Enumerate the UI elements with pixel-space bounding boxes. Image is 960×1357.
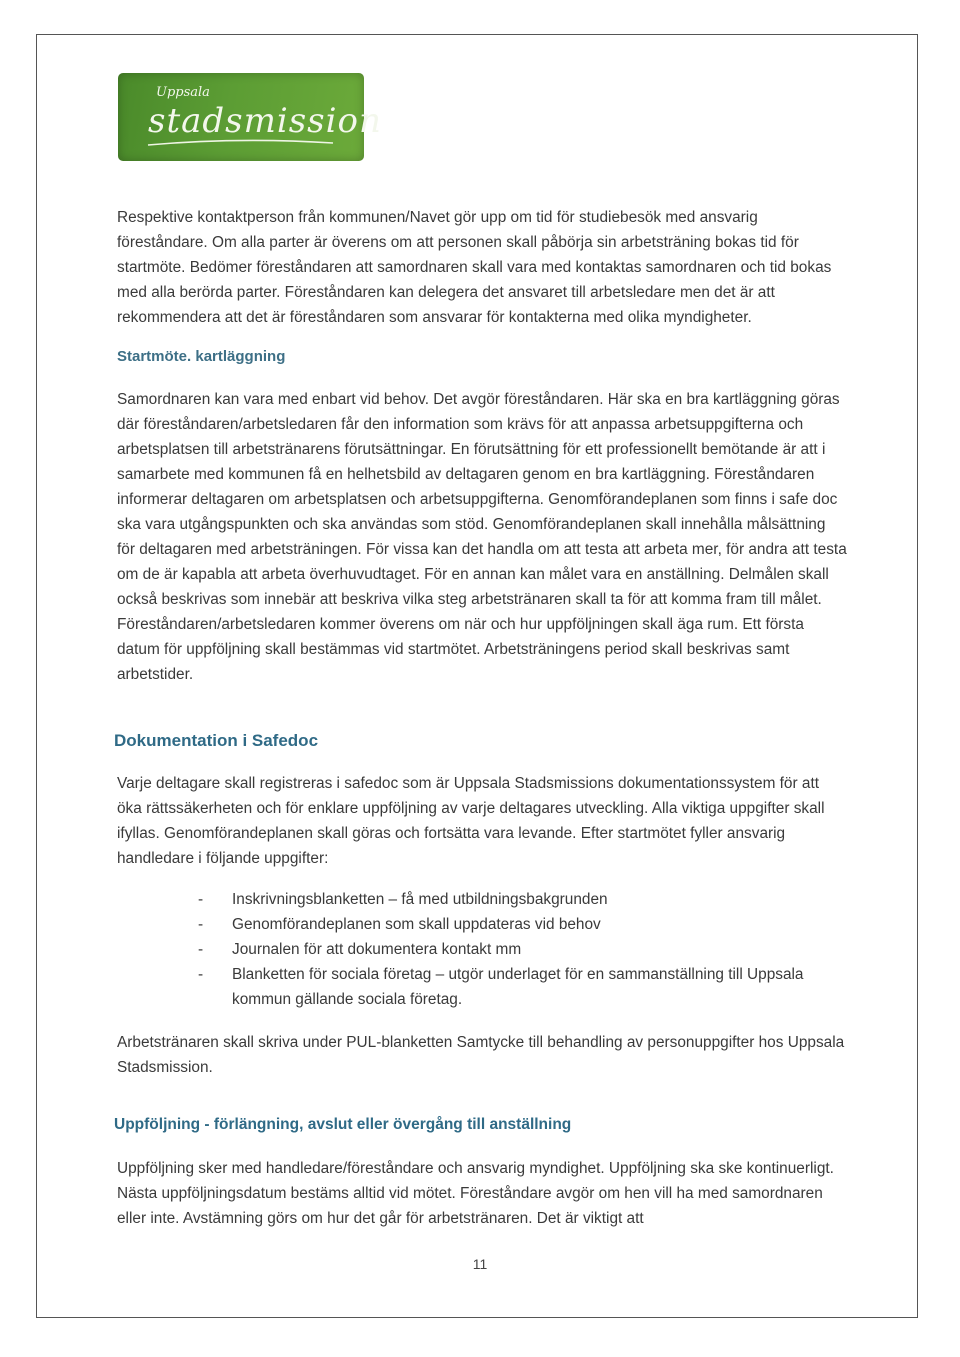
heading-dokumentation: Dokumentation i Safedoc	[114, 731, 319, 750]
heading-uppfoljning: Uppföljning - förlängning, avslut eller övergång till anställning	[114, 1116, 572, 1133]
logo-big-text: stadsmission	[148, 101, 382, 141]
list-dash: -	[198, 916, 204, 933]
heading-startmote: Startmöte. kartläggning	[117, 348, 286, 365]
logo-small-text: Uppsala	[156, 85, 210, 100]
uppsala-stadsmission-logo	[118, 73, 382, 161]
paragraph-studiebesok: Respektive kontaktperson från kommunen/Navet gör upp om tid för studiebesök med ansvarig föreståndare. Om alla parter är överens om att personen skall påbörja sin arbetsträning bokas tid för startmöte. Bedömer föreståndaren att samordnaren skall vara med kontaktas samordnaren och tid bokas med alla berörda parter. Föreståndaren kan delegera det ansvaret till arbetsledare men det är att rekommendera att det är föreståndaren som ansvarar för kontakterna med olika myndigheter.	[117, 209, 832, 326]
list-dash: -	[198, 891, 204, 908]
paragraph-safedoc: Varje deltagare skall registreras i safedoc som är Uppsala Stadsmissions dokumentationssystem för att öka rättssäkerheten och för enklare uppföljning av varje deltagares utveckling. Alla viktiga uppgifter skall ifyllas. Genomförandeplanen skall göras och fortsätta vara levande. Efter startmötet fyller ansvarig handledare i följande uppgifter:	[117, 775, 825, 867]
list-dash: -	[198, 966, 204, 983]
page-number: 11	[472, 1256, 488, 1272]
paragraph-uppfoljning: Uppföljning sker med handledare/föreståndare och ansvarig myndighet. Uppföljning ska ske kontinuerligt. Nästa uppföljningsdatum bestäms alltid vid mötet. Föreståndare avgör om hen vill ha med samordnaren eller inte. Avstämning görs om hur det går för arbetstränaren. Det är viktigt att	[117, 1160, 834, 1227]
paragraph-kartlaggning: Samordnaren kan vara med enbart vid behov. Det avgör föreståndaren. Här ska en bra kartläggning göras där föreståndaren/arbetsledaren får den information som krävs för att anpassa arbetsuppgifterna och arbetsplatsen till arbetstränarens förutsättningar. En förutsättning för ett professionellt bemötande är att i samarbete med kommunen få en helhetsbild av deltagaren genom en bra kartläggning. Föreståndaren informerar deltagaren om arbetsplatsen och arbetsuppgifterna. Genomförandeplanen som finns i safe doc ska vara utgångspunkten och ska användas som stöd. Genomförandeplanen skall innehålla målsättning för deltagaren med arbetsträningen. För vissa kan det handla om att testa att arbeta mer, för andra att testa om de är kapabla att arbeta överhuvudtaget. För en annan kan målet vara en anställning. Delmålen skall också beskrivas som innebär att beskriva vilka steg arbetstränaren skall ta för att komma fram till målet. Föreståndaren/arbetsledaren kommer överens om när och hur uppföljningen skall äga rum. Ett första datum för uppföljning skall bestämmas vid startmötet. Arbetsträningens period skall beskrivas samt arbetstider.	[117, 391, 847, 683]
list-item: - Journalen för att dokumentera kontakt mm	[198, 937, 848, 962]
list-item: - Genomförandeplanen som skall uppdateras vid behov	[198, 912, 848, 937]
list-item: - Blanketten för sociala företag – utgör underlaget för en sammanställning till Uppsala kommun gällande sociala företag.	[198, 962, 848, 1012]
list-dash: -	[198, 941, 204, 958]
list-item: - Inskrivningsblanketten – få med utbildningsbakgrunden	[198, 887, 848, 912]
uppgifter-list	[198, 887, 848, 1012]
paragraph-pul: Arbetstränaren skall skriva under PUL-blanketten Samtycke till behandling av personuppgifter hos Uppsala Stadsmission.	[117, 1034, 845, 1076]
